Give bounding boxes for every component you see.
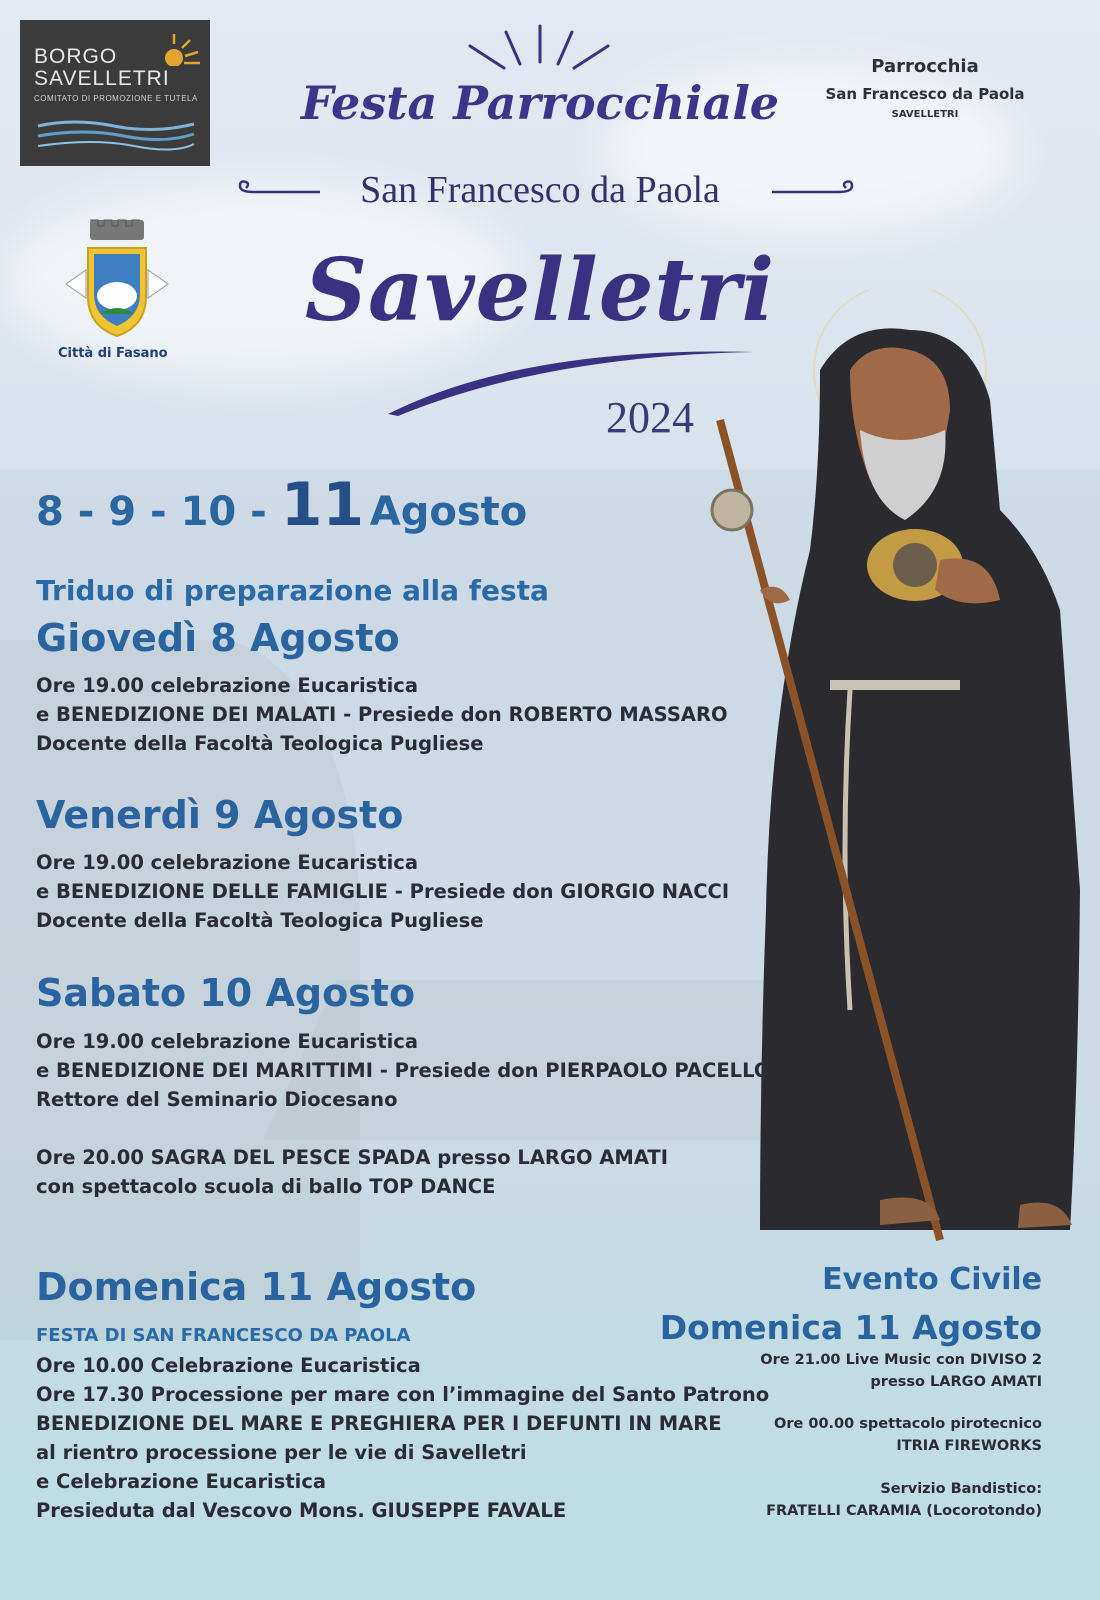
day-line: e BENEDIZIONE DEI MALATI - Presiede don ROBERTO MASSARO [36, 703, 728, 726]
day-title-domenica: Domenica 11 Agosto [36, 1265, 477, 1309]
saint-figure-image [700, 290, 1090, 1250]
day-line: Ore 19.00 celebrazione Eucaristica [36, 1030, 418, 1053]
rays-ornament-icon [464, 24, 614, 74]
day-line: Docente della Facoltà Teologica Pugliese [36, 732, 484, 755]
day-title-sabato: Sabato 10 Agosto [36, 971, 416, 1015]
day-line: e BENEDIZIONE DELLE FAMIGLIE - Presiede don GIORGIO NACCI [36, 880, 730, 903]
civil-event-line: FRATELLI CARAMIA (Locorotondo) [766, 1503, 1042, 1519]
logo-line3: COMITATO DI PROMOZIONE E TUTELA [34, 94, 198, 103]
day-title-venerdi: Venerdì 9 Agosto [36, 793, 404, 837]
year: 2024 [606, 393, 694, 442]
civil-event-date: Domenica 11 Agosto [659, 1308, 1042, 1347]
city-label: Città di Fasano [58, 346, 168, 361]
sun-icon [160, 30, 204, 66]
civil-event-title: Evento Civile [822, 1262, 1042, 1297]
triduo-heading: Triduo di preparazione alla festa [36, 574, 549, 607]
day-line: al rientro processione per le vie di Savelletri [36, 1441, 527, 1464]
civil-event-line: Ore 21.00 Live Music con DIVISO 2 [760, 1352, 1042, 1368]
day-line: e Celebrazione Eucaristica [36, 1470, 327, 1493]
day-line: Docente della Facoltà Teologica Pugliese [36, 909, 484, 932]
place-title: Savelletri [304, 240, 776, 341]
day-line: con spettacolo scuola di ballo TOP DANCE [36, 1175, 496, 1198]
day-line: Presieduta dal Vescovo Mons. GIUSEPPE FAVALE [36, 1499, 567, 1522]
dates-highlight: 11 [280, 470, 365, 540]
day-line: Ore 19.00 celebrazione Eucaristica [36, 674, 418, 697]
civil-event-line: presso LARGO AMATI [870, 1374, 1042, 1390]
festival-title: Festa Parrocchiale [300, 76, 780, 130]
festival-dates [36, 470, 527, 540]
parish-line3: SAVELLETRI [891, 109, 959, 120]
day-line: Ore 17.30 Processione per mare con l’immagine del Santo Patrono [36, 1383, 770, 1406]
civil-event-line: ITRIA FIREWORKS [896, 1438, 1042, 1454]
civil-event-line: Servizio Bandistico: [880, 1481, 1042, 1497]
day-line: e BENEDIZIONE DEI MARITTIMI - Presiede don PIERPAOLO PACELLO [36, 1059, 771, 1082]
day-line: Ore 10.00 Celebrazione Eucaristica [36, 1354, 421, 1377]
day-title-giovedi: Giovedì 8 Agosto [36, 616, 400, 660]
parish-line1: Parrocchia [871, 56, 979, 77]
day-line: Rettore del Seminario Diocesano [36, 1088, 398, 1111]
day-line: BENEDIZIONE DEL MARE E PREGHIERA PER I DEFUNTI IN MARE [36, 1412, 722, 1435]
dates-prefix: 8 - 9 - 10 - [36, 489, 281, 535]
civil-event-line: Ore 00.00 spettacolo pirotecnico [774, 1416, 1042, 1432]
waves-icon [34, 116, 198, 152]
day-line: Ore 20.00 SAGRA DEL PESCE SPADA presso LARGO AMATI [36, 1146, 668, 1169]
feast-subtitle: FESTA DI SAN FRANCESCO DA PAOLA [36, 1325, 411, 1346]
borgo-savelletri-logo [20, 20, 210, 166]
logo-line2: SAVELLETRI [34, 67, 170, 90]
logo-line1: BORGO [34, 45, 118, 68]
saint-subtitle: San Francesco da Paola [360, 169, 720, 211]
parish-line2: San Francesco da Paola [825, 85, 1025, 103]
city-crest-icon [64, 218, 170, 342]
day-line: Ore 19.00 celebrazione Eucaristica [36, 851, 418, 874]
parish-block [810, 56, 1040, 120]
dates-month: Agosto [369, 489, 528, 535]
